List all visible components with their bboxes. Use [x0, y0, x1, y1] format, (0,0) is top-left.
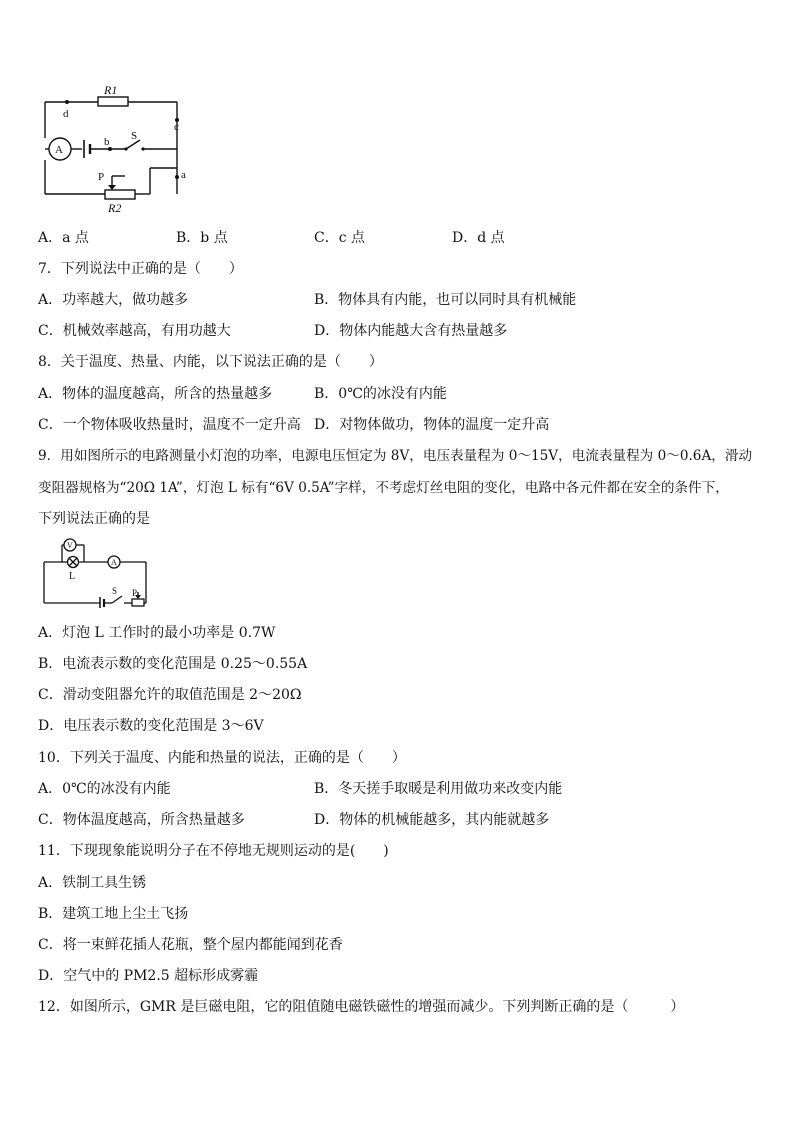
q7-option-d: D．物体内能越大含有热量越多 [314, 323, 508, 339]
q10-option-d: D．物体的机械能越多，其内能就越多 [314, 812, 550, 828]
q7-option-c: C．机械效率越高，有用功越大 [38, 323, 231, 339]
q9-stem-line-3: 下列说法正确的是 [38, 511, 150, 527]
label-r2: R2 [108, 201, 122, 215]
ammeter-icon: A [55, 144, 63, 156]
q8-option-c: C．一个物体吸收热量时，温度不一定升高 [38, 417, 301, 433]
q11-stem: 11．下现现象能说明分子在不停地无规则运动的是( ) [38, 843, 389, 859]
q10-option-a: A．0℃的冰没有内能 [38, 781, 171, 797]
label-a: a [181, 169, 186, 181]
voltmeter-icon: V [67, 541, 73, 550]
q9-stem-line-2: 变阻器规格为“20Ω 1A”，灯泡 L 标有“6V 0.5A”字样，不考虑灯丝电阻的变化，电路中各元件都在安全的条件下， [38, 480, 729, 496]
q12-stem: 12．如图所示，GMR 是巨磁电阻，它的阻值随电磁铁磁性的增强而减少。下列判断正确的是（ ） [38, 999, 685, 1015]
q10-stem: 10．下列关于温度、内能和热量的说法，正确的是（ ） [38, 750, 406, 766]
label-b: b [104, 136, 110, 148]
q11-option-c: C．将一束鲜花插人花瓶，整个屋内都能闻到花香 [38, 937, 343, 953]
label-c: c [174, 121, 179, 133]
circuit-diagram-q6 [40, 82, 200, 217]
resistor-r1 [98, 97, 128, 106]
q9-option-a: A．灯泡 L 工作时的最小功率是 0.7W [38, 625, 276, 641]
q9-option-c: C．滑动变阻器允许的取值范围是 2～20Ω [38, 687, 302, 703]
lamp-label: L [69, 571, 76, 582]
label-d: d [63, 108, 69, 120]
label-p: P [98, 171, 105, 183]
q6-option-a: A．a 点 [38, 230, 89, 246]
q7-stem: 7．下列说法中正确的是（ ） [38, 261, 243, 277]
q8-stem: 8．关于温度、热量、内能，以下说法正确的是（ ） [38, 354, 383, 370]
q6-option-b: B．b 点 [176, 230, 228, 246]
q9-stem-line-1: 9．用如图所示的电路测量小灯泡的功率，电源电压恒定为 8V，电压表量程为 0～15V，电流表量程为 0～0.6A，滑动 [38, 448, 753, 464]
q6-option-d: D．d 点 [452, 230, 505, 246]
q7-option-a: A．功率越大，做功越多 [38, 292, 189, 308]
label-r1: R1 [104, 83, 118, 97]
circuit-diagram-q9 [40, 538, 152, 608]
q8-option-a: A．物体的温度越高，所含的热量越多 [38, 386, 273, 402]
q9-option-b: B．电流表示数的变化范围是 0.25～0.55A [38, 656, 308, 672]
q11-option-d: D．空气中的 PM2.5 超标形成雾霾 [38, 968, 259, 984]
q10-option-b: B．冬天搓手取暖是利用做功来改变内能 [314, 781, 563, 797]
q8-option-d: D．对物体做功，物体的温度一定升高 [314, 417, 550, 433]
q6-option-c: C．c 点 [314, 230, 366, 246]
ammeter-icon: A [111, 558, 117, 567]
resistor-r2 [105, 190, 135, 199]
q7-option-b: B．物体具有内能，也可以同时具有机械能 [314, 292, 577, 308]
switch-label: S [112, 586, 118, 596]
slider-label: P [132, 588, 138, 598]
q10-option-c: C．物体温度越高，所含热量越多 [38, 812, 245, 828]
q9-option-d: D．电压表示数的变化范围是 3～6V [38, 718, 264, 734]
q11-option-a: A．铁制工具生锈 [38, 875, 147, 891]
q8-option-b: B．0℃的冰没有内能 [314, 386, 447, 402]
label-s: S [131, 130, 138, 142]
q11-option-b: B．建筑工地上尘土飞扬 [38, 906, 189, 922]
